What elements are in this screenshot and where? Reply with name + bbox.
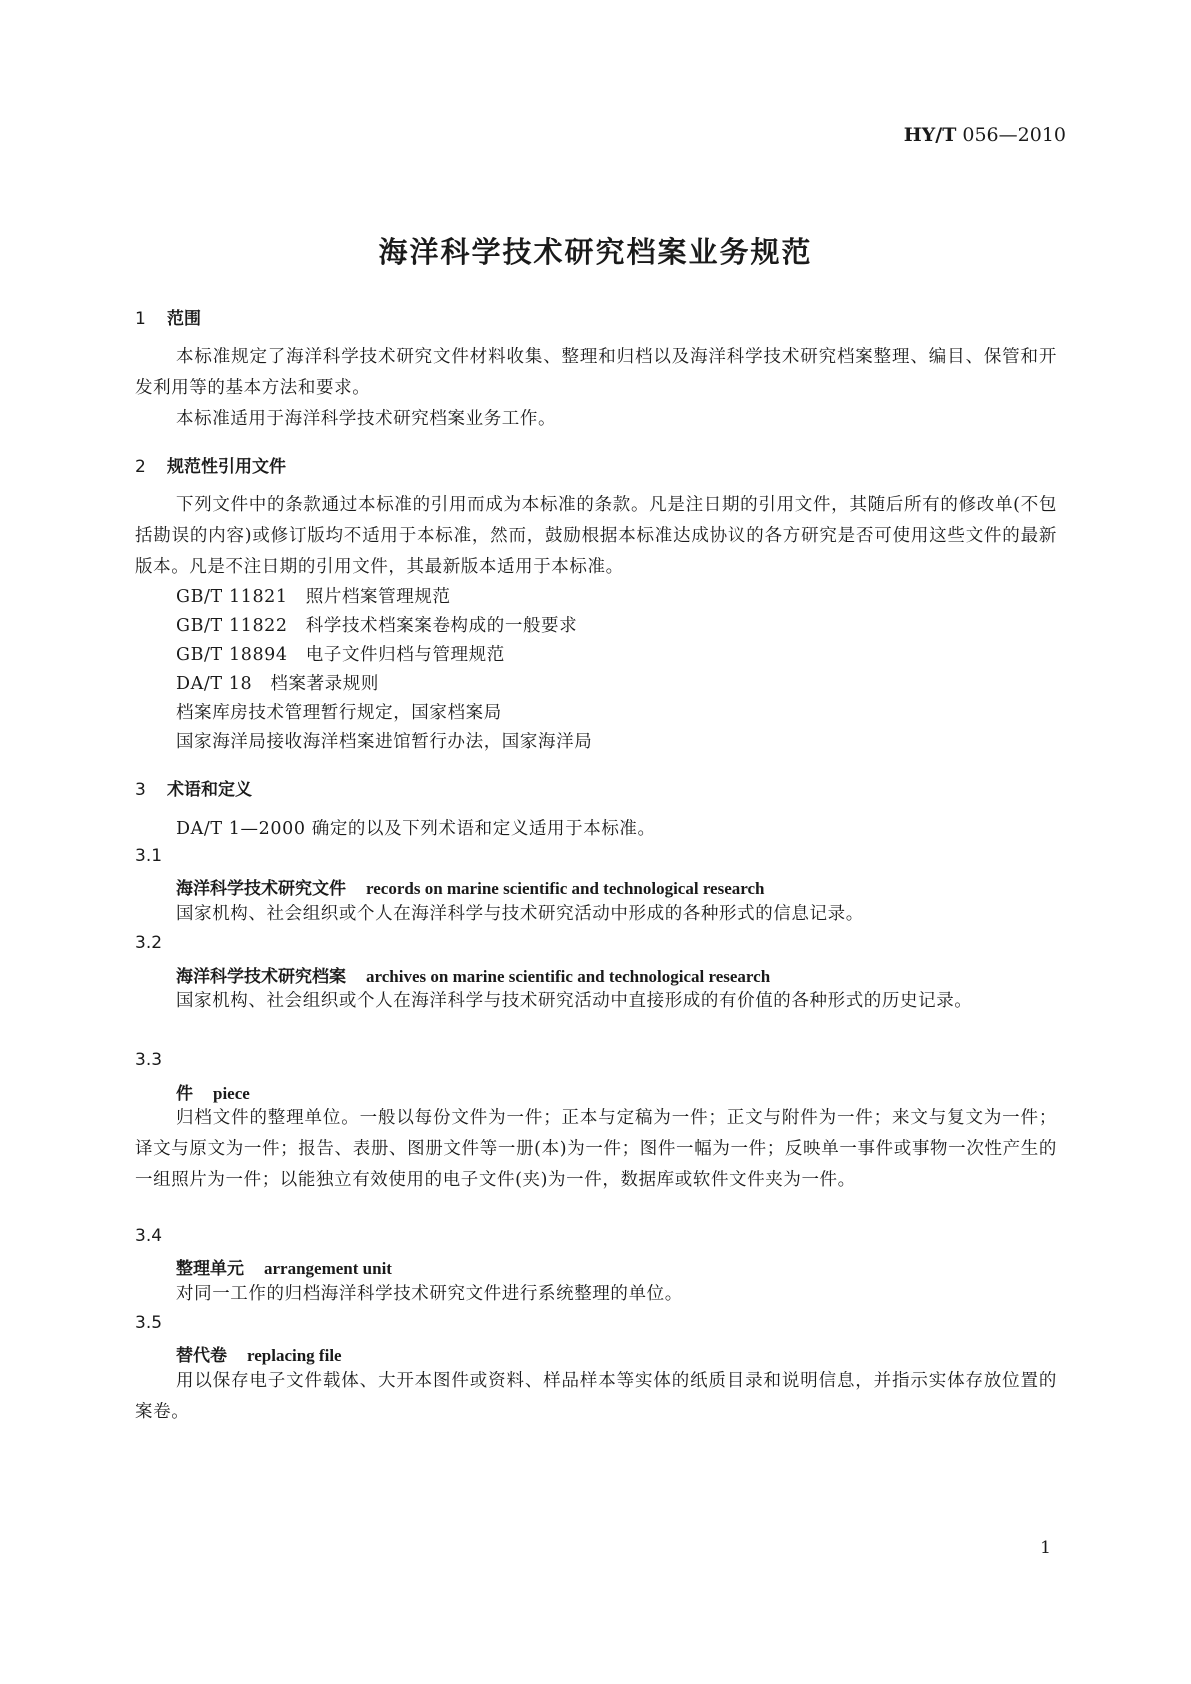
standard-code [904, 124, 1066, 146]
reference-item: 国家海洋局接收海洋档案进馆暂行办法，国家海洋局 [176, 732, 593, 752]
term-chinese: 海洋科学技术研究文件 [176, 879, 346, 899]
term-definition: 国家机构、社会组织或个人在海洋科学与技术研究活动中直接形成的有价值的各种形式的历史记录。 [176, 991, 973, 1011]
section-1-paragraph-2: 本标准适用于海洋科学技术研究档案业务工作。 [176, 409, 557, 429]
term-english: replacing file [247, 1346, 342, 1365]
section-3-number: 3 [135, 780, 146, 800]
section-3-intro: DA/T 1—2000 确定的以及下列术语和定义适用于本标准。 [176, 819, 656, 839]
document-title: 海洋科学技术研究档案业务规范 [378, 235, 813, 269]
term-heading [176, 1079, 250, 1104]
term-heading [176, 1254, 392, 1279]
section-1-title: 范围 [167, 309, 201, 329]
reference-item: GB/T 11821 照片档案管理规范 [176, 587, 451, 607]
term-number: 3.2 [135, 933, 163, 953]
term-heading [176, 1341, 342, 1366]
term-definition: 对同一工作的归档海洋科学技术研究文件进行系统整理的单位。 [176, 1284, 683, 1304]
term-heading [176, 962, 770, 987]
section-1-number: 1 [135, 309, 146, 329]
standard-code-prefix: HY/T [903, 124, 957, 146]
term-chinese: 整理单元 [176, 1259, 244, 1279]
term-definition: 用以保存电子文件载体、大开本图件或资料、样品样本等实体的纸质目录和说明信息，并指示实体存放位置的案卷。 [135, 1371, 1057, 1422]
standard-code-number: 056—2010 [962, 124, 1066, 146]
reference-item: 档案库房技术管理暂行规定，国家档案局 [176, 703, 502, 723]
term-chinese: 海洋科学技术研究档案 [176, 967, 346, 987]
section-2-paragraph-1: 下列文件中的条款通过本标准的引用而成为本标准的条款。凡是注日期的引用文件，其随后所有的修改单(不包括勘误的内容)或修订版均不适用于本标准，然而，鼓励根据本标准达成协议的各方研究是否可使用这些文件的最新版本。凡是不注日期的引用文件，其最新版本适用于本标准。 [135, 495, 1057, 577]
section-1-heading [135, 304, 201, 329]
reference-item: GB/T 18894 电子文件归档与管理规范 [176, 645, 505, 665]
term-definition: 国家机构、社会组织或个人在海洋科学与技术研究活动中形成的各种形式的信息记录。 [176, 904, 864, 924]
section-3-heading [135, 775, 252, 800]
term-number: 3.3 [135, 1050, 163, 1070]
term-number: 3.4 [135, 1226, 163, 1246]
section-2-heading [135, 452, 286, 477]
term-english: archives on marine scientific and technological research [366, 967, 771, 986]
page-number: 1 [1040, 1538, 1051, 1558]
section-3-title: 术语和定义 [167, 780, 252, 800]
term-definition: 归档文件的整理单位。一般以每份文件为一件；正本与定稿为一件；正文与附件为一件；来文与复文为一件；译文与原文为一件；报告、表册、图册文件等一册(本)为一件；图件一幅为一件；反映单一事件或事物一次性产生的一组照片为一件；以能独立有效使用的电子文件(夹)为一件，数据库或软件文件夹为一件。 [135, 1108, 1057, 1190]
section-1-paragraph-1: 本标准规定了海洋科学技术研究文件材料收集、整理和归档以及海洋科学技术研究档案整理、编目、保管和开发利用等的基本方法和要求。 [135, 347, 1057, 398]
term-english: arrangement unit [264, 1259, 392, 1278]
term-english: piece [213, 1084, 250, 1103]
term-english: records on marine scientific and technological research [366, 879, 765, 898]
term-chinese: 替代卷 [176, 1346, 227, 1366]
section-2-title: 规范性引用文件 [167, 457, 286, 477]
reference-item: GB/T 11822 科学技术档案案卷构成的一般要求 [176, 616, 578, 636]
term-number: 3.1 [135, 846, 163, 866]
term-chinese: 件 [176, 1084, 193, 1104]
term-number: 3.5 [135, 1313, 163, 1333]
term-heading [176, 874, 765, 899]
section-2-number: 2 [135, 457, 146, 477]
reference-item: DA/T 18 档案著录规则 [176, 674, 379, 694]
